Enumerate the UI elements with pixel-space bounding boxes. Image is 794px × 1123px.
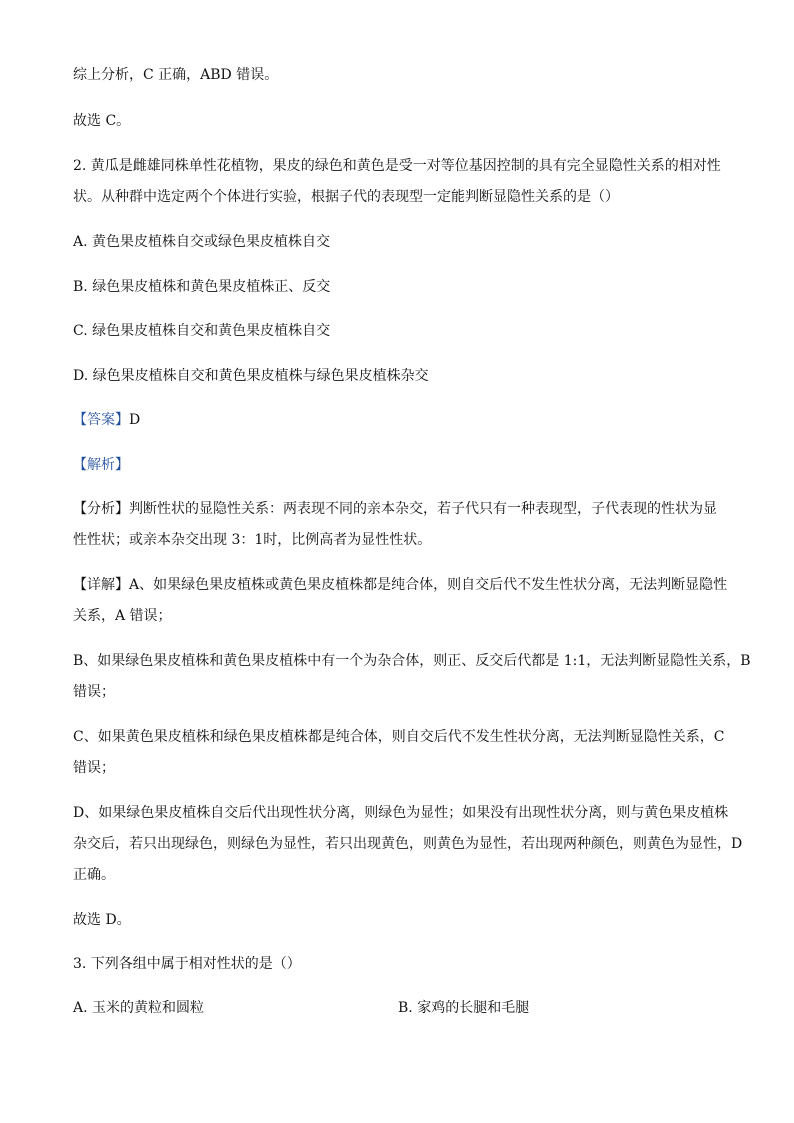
summary-line: 综上分析，C 正确，ABD 错误。: [73, 67, 279, 83]
detail-b-line-1: B、如果绿色果皮植株和黄色果皮植株中有一个为杂合体，则正、反交后代都是 1:1，无法判断显隐性关系，B: [73, 653, 751, 669]
q2-option-b: B. 绿色果皮植株和黄色果皮植株正、反交: [73, 279, 331, 295]
q2-option-a: A. 黄色果皮植株自交或绿色果皮植株自交: [73, 234, 331, 250]
q2-answer: [73, 411, 140, 429]
analysis-text-1: 判断性状的显隐性关系：两表现不同的亲本杂交，若子代只有一种表现型，子代表现的性状为显: [129, 501, 717, 517]
q3-stem: 3. 下列各组中属于相对性状的是（）: [73, 956, 301, 972]
detail-text-1: A、如果绿色果皮植株或黄色果皮植株都是纯合体，则自交后代不发生性状分离，无法判断显隐性: [129, 577, 728, 593]
detail-line-1: [73, 576, 727, 594]
detail-label: 【详解】: [73, 577, 129, 593]
detail-b-line-2: 错误；: [73, 684, 115, 700]
detail-line-2: 关系，A 错误；: [73, 608, 172, 624]
q2-stem-line-2: 状。从种群中选定两个个体进行实验，根据子代的表现型一定能判断显隐性关系的是（）: [73, 189, 619, 205]
detail-c-line-1: C、如果黄色果皮植株和绿色果皮植株都是纯合体，则自交后代不发生性状分离，无法判断显隐性关系，C: [73, 729, 725, 745]
detail-d-line-2: 杂交后，若只出现绿色，则绿色为显性，若只出现黄色，则黄色为显性，若出现两种颜色，则黄色为显性，D: [73, 836, 743, 852]
q2-choice: 故选 D。: [73, 912, 131, 928]
answer-value: D: [129, 412, 141, 428]
detail-d-line-1: D、如果绿色果皮植株自交后代出现性状分离，则绿色为显性；如果没有出现性状分离，则与黄色果皮植株: [73, 805, 729, 821]
q2-stem-line-1: 2. 黄瓜是雌雄同株单性花植物，果皮的绿色和黄色是受一对等位基因控制的具有完全显隐性关系的相对性: [73, 158, 721, 174]
q1-choice: 故选 C。: [73, 113, 131, 129]
detail-c-line-2: 错误；: [73, 760, 115, 776]
detail-d-line-3: 正确。: [73, 867, 115, 883]
q2-option-c: C. 绿色果皮植株自交和黄色果皮植株自交: [73, 323, 331, 339]
analysis-line-2: 性性状；或亲本杂交出现 3：1时，比例高者为显性性状。: [73, 532, 432, 548]
analysis-label: 【分析】: [73, 501, 129, 517]
analysis-heading: 【解析】: [73, 457, 129, 473]
q3-option-b: B. 家鸡的长腿和毛腿: [398, 1000, 530, 1016]
q3-option-a: A. 玉米的黄粒和圆粒: [73, 1000, 205, 1016]
q2-option-d: D. 绿色果皮植株自交和黄色果皮植株与绿色果皮植株杂交: [73, 368, 429, 384]
analysis-line-1: [73, 500, 717, 518]
answer-tag: 【答案】: [73, 412, 129, 428]
